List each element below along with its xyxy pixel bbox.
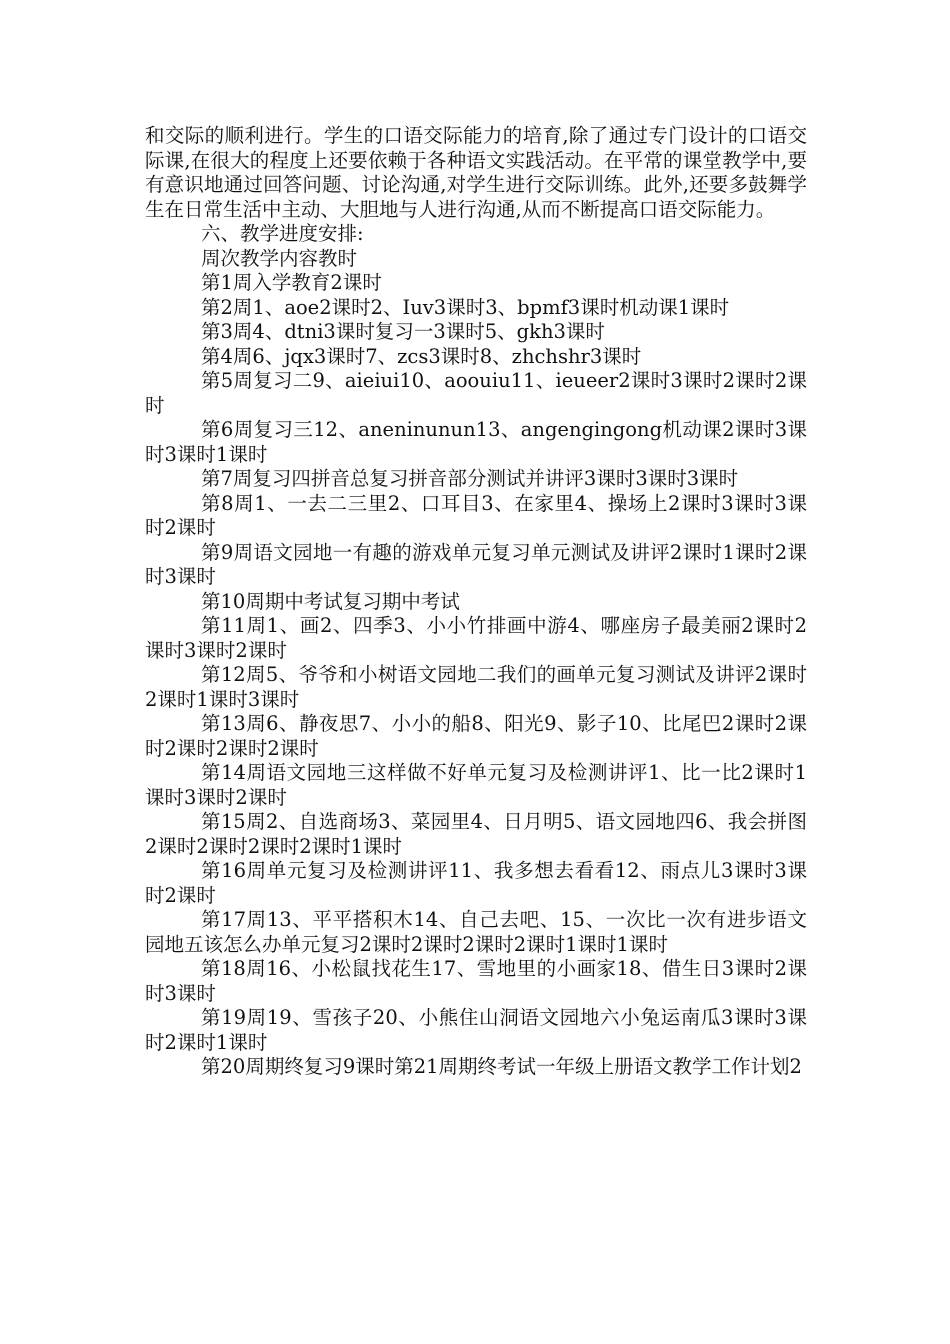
schedule-table-header: 周次教学内容教时	[201, 246, 358, 270]
schedule-week-3: 第3周4、dtni3课时复习一3课时5、gkh3课时	[201, 320, 605, 343]
schedule-week-15: 第15周2、自选商场3、菜园里4、日月明5、语文园地四6、我会拼图2课时2课时2课时2课时1课时	[145, 810, 807, 858]
schedule-week-6: 第6周复习三12、aneninunun13、angengingong机动课2课时3课时3课时1课时	[145, 418, 807, 466]
schedule-week-1: 第1周入学教育2课时	[201, 271, 382, 294]
schedule-week-17: 第17周13、平平搭积木14、自己去吧、15、一次比一次有进步语文园地五该怎么办单元复习2课时2课时2课时2课时1课时1课时	[145, 908, 807, 956]
schedule-week-8: 第8周1、一去二三里2、口耳目3、在家里4、操场上2课时3课时3课时2课时	[145, 491, 807, 539]
section-heading: 六、教学进度安排:	[201, 222, 364, 245]
intro-paragraph: 和交际的顺利进行。学生的口语交际能力的培育,除了通过专门设计的口语交际课,在很大的程度上还要依赖于各种语文实践活动。在平常的课堂教学中,要有意识地通过回答问题、讨论沟通,对学生进行交际训练。此外,还要多鼓舞学生在日常生活中主动、大胆地与人进行沟通,从而不断提高口语交际能力。	[145, 124, 807, 221]
schedule-week-7: 第7周复习四拼音总复习拼音部分测试并讲评3课时3课时3课时	[201, 467, 739, 490]
schedule-week-12: 第12周5、爷爷和小树语文园地二我们的画单元复习测试及讲评2课时2课时1课时3课时	[145, 663, 807, 711]
schedule-week-10: 第10周期中考试复习期中考试	[201, 589, 460, 613]
schedule-week-4: 第4周6、jqx3课时7、zcs3课时8、zhchshr3课时	[201, 344, 642, 368]
schedule-week-5: 第5周复习二9、aieiui10、aoouiu11、ieueer2课时3课时2课时2课时	[145, 369, 807, 417]
schedule-week-16: 第16周单元复习及检测讲评11、我多想去看看12、雨点儿3课时3课时2课时	[145, 859, 807, 907]
schedule-week-14: 第14周语文园地三这样做不好单元复习及检测讲评1、比一比2课时1课时3课时2课时	[145, 761, 807, 809]
schedule-week-20-21: 第20周期终复习9课时第21周期终考试一年级上册语文教学工作计划2	[201, 1055, 802, 1078]
schedule-week-13: 第13周6、静夜思7、小小的船8、阳光9、影子10、比尾巴2课时2课时2课时2课时2课时	[145, 712, 807, 760]
document-page	[145, 124, 807, 1080]
schedule-week-18: 第18周16、小松鼠找花生17、雪地里的小画家18、借生日3课时2课时3课时	[145, 957, 807, 1005]
schedule-week-19: 第19周19、雪孩子20、小熊住山洞语文园地六小兔运南瓜3课时3课时2课时1课时	[145, 1006, 807, 1054]
schedule-week-2: 第2周1、aoe2课时2、Iuv3课时3、bpmf3课时机动课1课时	[201, 295, 730, 319]
schedule-week-11: 第11周1、画2、四季3、小小竹排画中游4、哪座房子最美丽2课时2课时3课时2课时	[145, 614, 807, 662]
schedule-week-9: 第9周语文园地一有趣的游戏单元复习单元测试及讲评2课时1课时2课时3课时	[145, 540, 807, 588]
